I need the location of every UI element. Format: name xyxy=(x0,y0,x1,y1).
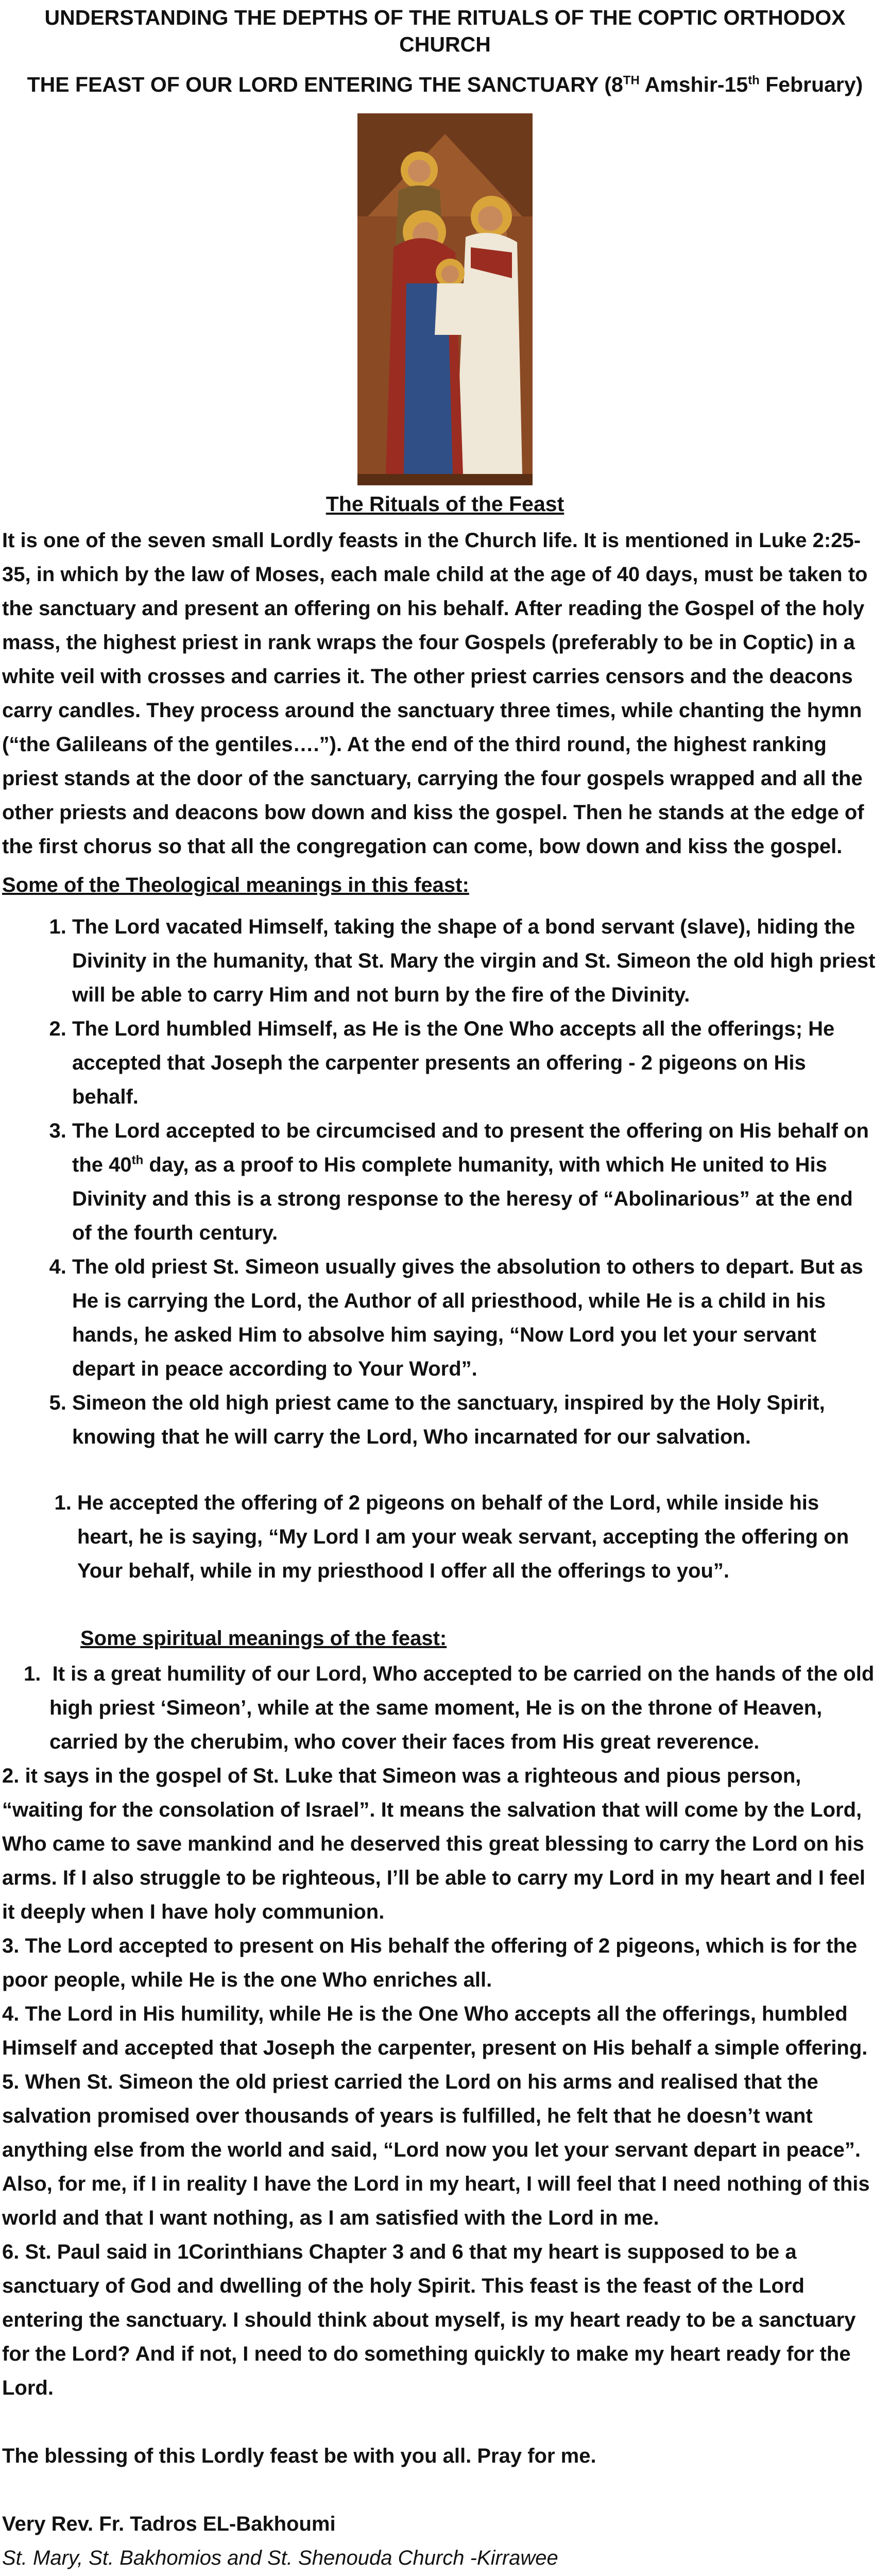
feast-title-part1: THE FEAST OF OUR LORD ENTERING THE SANCTUARY (8 xyxy=(27,73,623,96)
spiritual-item-1-text: It is a great humility of our Lord, Who accepted to be carried on the hands of the old high priest ‘Simeon’, while at the same moment, He is on the throne of Heaven, carried by the cherubim, who cover their faces from His great reverence. xyxy=(49,1663,875,1753)
spiritual-item-2: 2. it says in the gospel of St. Luke that Simeon was a righteous and pious person, “waiting for the consolation of Israel”. It means the salvation that will come by the Lord, Who came to save mankind and he deserved this great blessing to carry the Lord on his arms. If I also struggle to be righteous, I’ll be able to carry my Lord in my heart and I feel it deeply when I have holy communion. xyxy=(2,1765,865,1923)
document-title: UNDERSTANDING THE DEPTHS OF THE RITUALS OF THE COPTIC ORTHODOX CHURCH xyxy=(44,6,846,56)
feast-title-part3: February) xyxy=(759,73,863,96)
blessing-text: The blessing of this Lordly feast be with you all. Pray for me. xyxy=(2,2445,596,2467)
feast-title-sup1: TH xyxy=(623,73,640,88)
rituals-paragraph: It is one of the seven small Lordly feasts in the Church life. It is mentioned in Luke 2:25-35, in which by the law of Moses, each male child at the age of 40 days, must be taken to the sanctuary and present an offering on his behalf. After reading the Gospel of the holy mass, the highest priest in rank wraps the four Gospels (preferably to be in Coptic) in a white veil with crosses and carries it. The other priest carries censors and the deacons carry candles. They process around the sanctuary three times, while chanting the hymn (“the Galileans of the gentiles….”). At the end of the third round, the highest ranking priest stands at the door of the sanctuary, carrying the four gospels wrapped and all the other priests and deacons bow down and kiss the gospel. Then he stands at the edge of the first chorus so that all the congregation can come, bow down and kiss the gospel. xyxy=(2,529,868,858)
spiritual-item-6: 6. St. Paul said in 1Corinthians Chapter 3 and 6 that my heart is supposed to be a sanctuary of God and dwelling of the holy Spirit. This feast is the feast of the Lord entering the sanctuary. I should think about myself, is my heart ready to be a sanctuary for the Lord? And if not, I need to do something quickly to make my heart ready for the Lord. xyxy=(2,2241,856,2399)
rituals-heading: The Rituals of the Feast xyxy=(326,492,564,516)
item3-text-a: The Lord accepted to be circumcised and to present the offering on His behalf on the 40 xyxy=(72,1120,869,1176)
theological-list xyxy=(0,910,890,1454)
list-item: 2. The Lord humbled Himself, as He is the One Who accepts all the offerings; He accepted that Joseph the carpenter presents an offering - 2 pigeons on His behalf. xyxy=(72,1012,877,1114)
signature-name: Very Rev. Fr. Tadros EL-Bakhoumi xyxy=(2,2513,336,2535)
item3-sup: th xyxy=(131,1153,144,1167)
spiritual-item-5: 5. When St. Simeon the old priest carried the Lord on his arms and realised that the salvation promised over thousands of years is fulfilled, he felt that he doesn’t want anything else from the world and said, “Lord now you let your servant depart in peace”. Also, for me, if I in reality I have the Lord in my heart, I will feel that I need nothing of this world and that I want nothing, as I am satisfied with the Lord in me. xyxy=(2,2071,870,2229)
icon-floor xyxy=(357,474,533,485)
spiritual-heading: Some spiritual meanings of the feast: xyxy=(80,1627,447,1650)
icon-illustration xyxy=(357,113,533,485)
feast-title xyxy=(0,71,890,98)
spiritual-item-1 xyxy=(2,1657,878,1759)
theological-sublist xyxy=(0,1486,890,1588)
child-robe xyxy=(435,283,468,335)
presentation-icon xyxy=(357,113,533,485)
joseph-face xyxy=(408,160,431,182)
list-item: 4. The old priest St. Simeon usually gives the absolution to others to depart. But as He is carrying the Lord, the Author of all priesthood, while He is a child in his hands, he asked Him to absolve him saying, “Now Lord you let your servant depart in peace according to Your Word”. xyxy=(72,1250,877,1386)
feast-title-part2: Amshir-15 xyxy=(639,73,748,96)
list-item xyxy=(72,1114,877,1250)
list-item: 5. Simeon the old high priest came to the sanctuary, inspired by the Holy Spirit, knowing that he will carry the Lord, Who incarnated for our salvation. xyxy=(72,1386,877,1454)
simeon-face xyxy=(478,206,503,231)
item3-text-b: day, as a proof to His complete humanity, with which He united to His Divinity and this is a strong response to the heresy of “Abolinarious” at the end of the fourth century. xyxy=(72,1154,853,1244)
church-name: St. Mary, St. Bakhomios and St. Shenouda Church -Kirrawee xyxy=(2,2547,558,2569)
theological-heading: Some of the Theological meanings in this feast: xyxy=(2,874,469,896)
spiritual-item-1-number: 1. xyxy=(24,1663,41,1685)
feast-title-sup2: th xyxy=(748,73,760,88)
list-item: 1. He accepted the offering of 2 pigeons on behalf of the Lord, while inside his heart, he is saying, “My Lord I am your weak servant, accepting the offering on Your behalf, while in my priesthood I offer all the offerings to you”. xyxy=(77,1486,869,1588)
spiritual-item-3: 3. The Lord accepted to present on His behalf the offering of 2 pigeons, which is for the poor people, while He is the one Who enriches all. xyxy=(2,1935,858,1991)
child-face xyxy=(441,265,459,283)
list-item: 1. The Lord vacated Himself, taking the shape of a bond servant (slave), hiding the Divinity in the humanity, that St. Mary the virgin and St. Simeon the old high priest will be able to carry Him and not burn by the fire of the Divinity. xyxy=(72,910,877,1012)
spiritual-section xyxy=(0,1657,890,2405)
spiritual-item-4: 4. The Lord in His humility, while He is the One Who accepts all the offerings, humbled Himself and accepted that Joseph the carpenter, present on His behalf a simple offering. xyxy=(2,2003,868,2059)
